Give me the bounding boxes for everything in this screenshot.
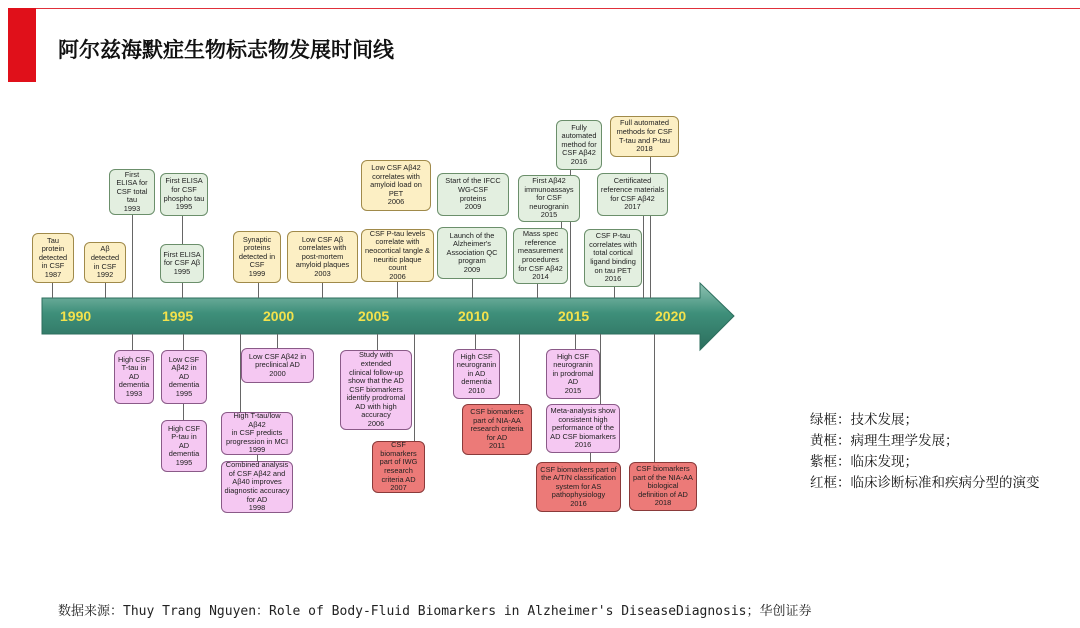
milestone-box-purple: Low CSF Aβ42 in AD dementia 1995 bbox=[161, 350, 207, 404]
legend-item-yellow: 黄框：病理生理学发展； bbox=[810, 433, 959, 449]
data-source-note: 数据来源：Thuy Trang Nguyen：Role of Body-Fluid Biomarkers in Alzheimer's DiseaseDiagnosis；华创证券 bbox=[58, 604, 812, 619]
legend-item-green: 绿框：技术发展； bbox=[810, 412, 918, 428]
year-label-2005: 2005 bbox=[358, 308, 390, 324]
legend-item-red: 红框：临床诊断标准和疾病分型的演变 bbox=[810, 475, 1040, 491]
milestone-box-green: Launch of the Alzheimer's Association QC program 2009 bbox=[437, 227, 507, 279]
milestone-box-yellow: Full automated methods for CSF T-tau and P-tau 2018 bbox=[610, 116, 679, 157]
connector-line bbox=[277, 334, 278, 348]
milestone-box-red: CSF biomarkers part of the NIA-AA biological definition of AD 2018 bbox=[629, 462, 697, 511]
milestone-box-green: Fully automated method for CSF Aβ42 2016 bbox=[556, 120, 602, 170]
milestone-box-purple: High CSF P-tau in AD dementia 1995 bbox=[161, 420, 207, 472]
connector-line bbox=[182, 283, 183, 298]
connector-line bbox=[132, 215, 133, 298]
milestone-box-purple: High CSF neurogranin in AD dementia 2010 bbox=[453, 349, 500, 399]
connector-line bbox=[105, 283, 106, 298]
connector-line bbox=[377, 334, 378, 350]
milestone-box-yellow: Tau protein detected in CSF 1987 bbox=[32, 233, 74, 283]
year-label-2020: 2020 bbox=[655, 308, 687, 324]
milestone-box-purple: High CSF T-tau in AD dementia 1993 bbox=[114, 350, 154, 404]
milestone-box-yellow: CSF P-tau levels correlate with neocortical tangle & neuritic plaque count 2006 bbox=[361, 229, 434, 282]
milestone-box-green: Start of the IFCC WG-CSF proteins 2009 bbox=[437, 173, 509, 216]
year-label-2000: 2000 bbox=[263, 308, 295, 324]
milestone-box-purple: High T-tau/low Aβ42 in CSF predicts progression in MCI 1999 bbox=[221, 412, 293, 455]
connector-line bbox=[600, 334, 601, 404]
legend-item-purple: 紫框：临床发现； bbox=[810, 454, 918, 470]
milestone-box-yellow: Low CSF Aβ correlates with post-mortem amyloid plaques 2003 bbox=[287, 231, 358, 283]
connector-line bbox=[472, 279, 473, 298]
connector-line bbox=[52, 283, 53, 298]
connector-line bbox=[537, 284, 538, 298]
milestone-box-red: CSF biomarkers part of NIA-AA research criteria for AD 2011 bbox=[462, 404, 532, 455]
color-legend bbox=[810, 410, 1040, 494]
connector-line bbox=[654, 334, 655, 462]
milestone-box-green: First ELISA for CSF total tau 1993 bbox=[109, 169, 155, 215]
milestone-box-green: First ELISA for CSF phospho tau 1995 bbox=[160, 173, 208, 216]
year-label-2010: 2010 bbox=[458, 308, 490, 324]
milestone-box-green: Certificated reference materials for CSF Aβ42 2017 bbox=[597, 173, 668, 216]
connector-line bbox=[258, 283, 259, 298]
connector-line bbox=[614, 287, 615, 298]
milestone-box-green: Mass spec reference measurement procedures for CSF Aβ42 2014 bbox=[513, 228, 568, 284]
year-label-1995: 1995 bbox=[162, 308, 194, 324]
milestone-box-green: First Aβ42 immunoassays for CSF neurogranin 2015 bbox=[518, 175, 580, 222]
connector-line bbox=[322, 283, 323, 298]
milestone-box-yellow: Aβ detected in CSF 1992 bbox=[84, 242, 126, 283]
milestone-box-purple: Combined analysis of CSF Aβ42 and Aβ40 improves diagnostic accuracy for AD 1998 bbox=[221, 461, 293, 513]
connector-line bbox=[397, 282, 398, 298]
connector-line bbox=[182, 216, 183, 244]
connector-line bbox=[519, 334, 520, 404]
year-label-2015: 2015 bbox=[558, 308, 590, 324]
milestone-box-yellow: Low CSF Aβ42 correlates with amyloid load on PET 2006 bbox=[361, 160, 431, 211]
milestone-box-red: CSF biomarkers part of IWG research criteria AD 2007 bbox=[372, 441, 425, 493]
milestone-box-red: CSF biomarkers part of the A/T/N classification system for AS pathophysiology 2016 bbox=[536, 462, 621, 512]
year-label-1990: 1990 bbox=[60, 308, 92, 324]
milestone-box-purple: Study with extended clinical follow-up show that the AD CSF biomarkers identify prodromal AD with high accuracy 2006 bbox=[340, 350, 412, 430]
connector-line bbox=[643, 216, 644, 298]
milestone-box-green: CSF P-tau correlates with total cortical ligand binding on tau PET 2016 bbox=[584, 229, 642, 287]
milestone-box-purple: Meta-analysis show consistent high performance of the AD CSF biomarkers 2016 bbox=[546, 404, 620, 453]
connector-line bbox=[575, 334, 576, 349]
page-title: 阿尔兹海默症生物标志物发展时间线 bbox=[58, 38, 394, 62]
milestone-box-purple: High CSF neurogranin in prodromal AD 2015 bbox=[546, 349, 600, 399]
connector-line bbox=[132, 334, 133, 350]
connector-line bbox=[475, 334, 476, 349]
milestone-box-green: First ELISA for CSF Aβ 1995 bbox=[160, 244, 204, 283]
connector-line bbox=[414, 334, 415, 441]
connector-line bbox=[183, 404, 184, 420]
milestone-box-yellow: Synaptic proteins detected in CSF 1999 bbox=[233, 231, 281, 283]
connector-line bbox=[183, 334, 184, 350]
milestone-box-purple: Low CSF Aβ42 in preclinical AD 2000 bbox=[241, 348, 314, 383]
